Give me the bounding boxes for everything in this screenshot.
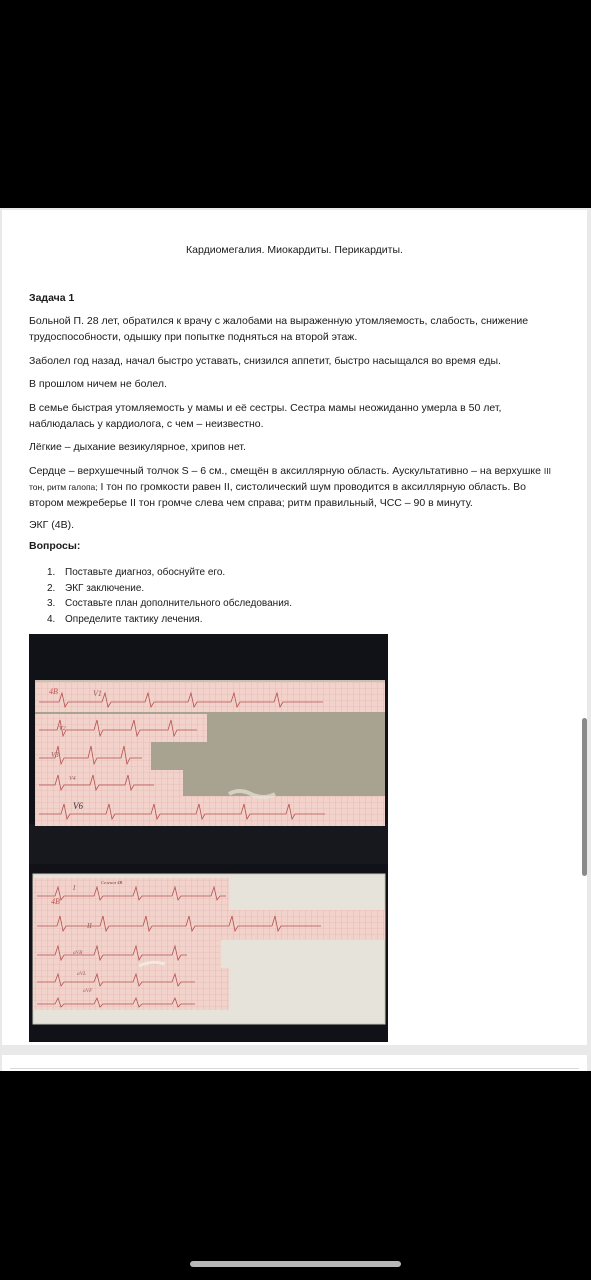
ecg-photo-drawing [29, 634, 388, 1042]
ecg-label: V4 [69, 776, 76, 782]
ecg-label: aVL [77, 971, 87, 977]
question-text: ЭКГ заключение. [65, 582, 145, 594]
home-indicator[interactable] [190, 1261, 401, 1267]
ecg-label: aVR [73, 950, 83, 956]
paragraph-past-history: В прошлом ничем не болел. [29, 378, 167, 390]
heart-text-part-3: I тон по громкости равен II, систолический шум проводится в аксиллярную область. Во втором межреберье II тон громче слева чем справа; ритм правильный, ЧСС – 90 в минуту. [29, 481, 527, 509]
ecg-strip [33, 910, 385, 940]
question-number: 2. [47, 582, 56, 594]
next-page [2, 1055, 587, 1071]
paragraph-family-history: В семье быстрая утомляемость у мамы и её сестры. Сестра мамы неожиданно умерла в 50 лет, наблюдалась у кардиолога, с чем – неизвестно. [29, 402, 502, 430]
questions-list [47, 565, 292, 627]
paragraph-heart [29, 463, 559, 511]
ecg-label: II [87, 922, 92, 930]
paragraph-complaints: Больной П. 28 лет, обратился к врачу с жалобами на выраженную утомляемость, слабость, снижение трудоспособности, одышку при попытке подняться на второй этаж. [29, 315, 529, 343]
heart-text-part-2: III тон, ритм галопа; [29, 466, 551, 492]
ecg-strip [35, 770, 183, 796]
question-item [47, 596, 292, 612]
question-text: Определите тактику лечения. [65, 613, 203, 625]
ecg-label: 4В [49, 687, 58, 696]
ecg-strip [35, 796, 385, 826]
page-divider [10, 1068, 579, 1069]
paragraph-lungs: Лёгкие – дыхание везикулярное, хрипов нет. [29, 441, 246, 453]
ecg-strip [33, 994, 229, 1010]
question-text: Поставьте диагноз, обоснуйте его. [65, 567, 226, 578]
task-heading: Задача 1 [29, 292, 75, 304]
question-number: 4. [47, 613, 56, 625]
question-item [47, 565, 292, 581]
scrollbar-thumb[interactable] [582, 718, 587, 876]
questions-heading: Вопросы: [29, 540, 81, 552]
question-number: 3. [47, 598, 56, 609]
ecg-label: I [73, 884, 76, 892]
document-title: Кардиомегалия. Миокардиты. Перикардиты. [186, 244, 403, 256]
document-viewer[interactable] [0, 208, 591, 1071]
ecg-label: aVF [83, 988, 93, 994]
ecg-strip [33, 968, 229, 994]
ecg-handwritten-note: Селеноз 4В [101, 880, 123, 885]
ecg-label: V2 [59, 726, 66, 732]
ecg-strip [35, 682, 385, 712]
ecg-photo [29, 634, 388, 1042]
document-page [2, 210, 587, 1045]
ecg-label: V3 [51, 751, 59, 759]
ecg-label: 4В [51, 897, 60, 906]
question-item [47, 581, 292, 597]
paragraph-history: Заболел год назад, начал быстро уставать, снизился аппетит, быстро насыщался во время еды. [29, 355, 501, 367]
ecg-label: V6 [73, 801, 83, 811]
question-number: 1. [47, 567, 56, 578]
heart-text-part-1: Сердце – верхушечный толчок S – 6 см., смещён в аксиллярную область. Аускультативно – на верхушке [29, 465, 544, 477]
ecg-label: V1 [93, 689, 102, 698]
paragraph-ecg-ref: ЭКГ (4В). [29, 519, 75, 531]
question-text: Составьте план дополнительного обследования. [65, 598, 292, 609]
ecg-strip [33, 878, 229, 910]
ecg-strip [33, 940, 221, 968]
question-item [47, 612, 292, 628]
